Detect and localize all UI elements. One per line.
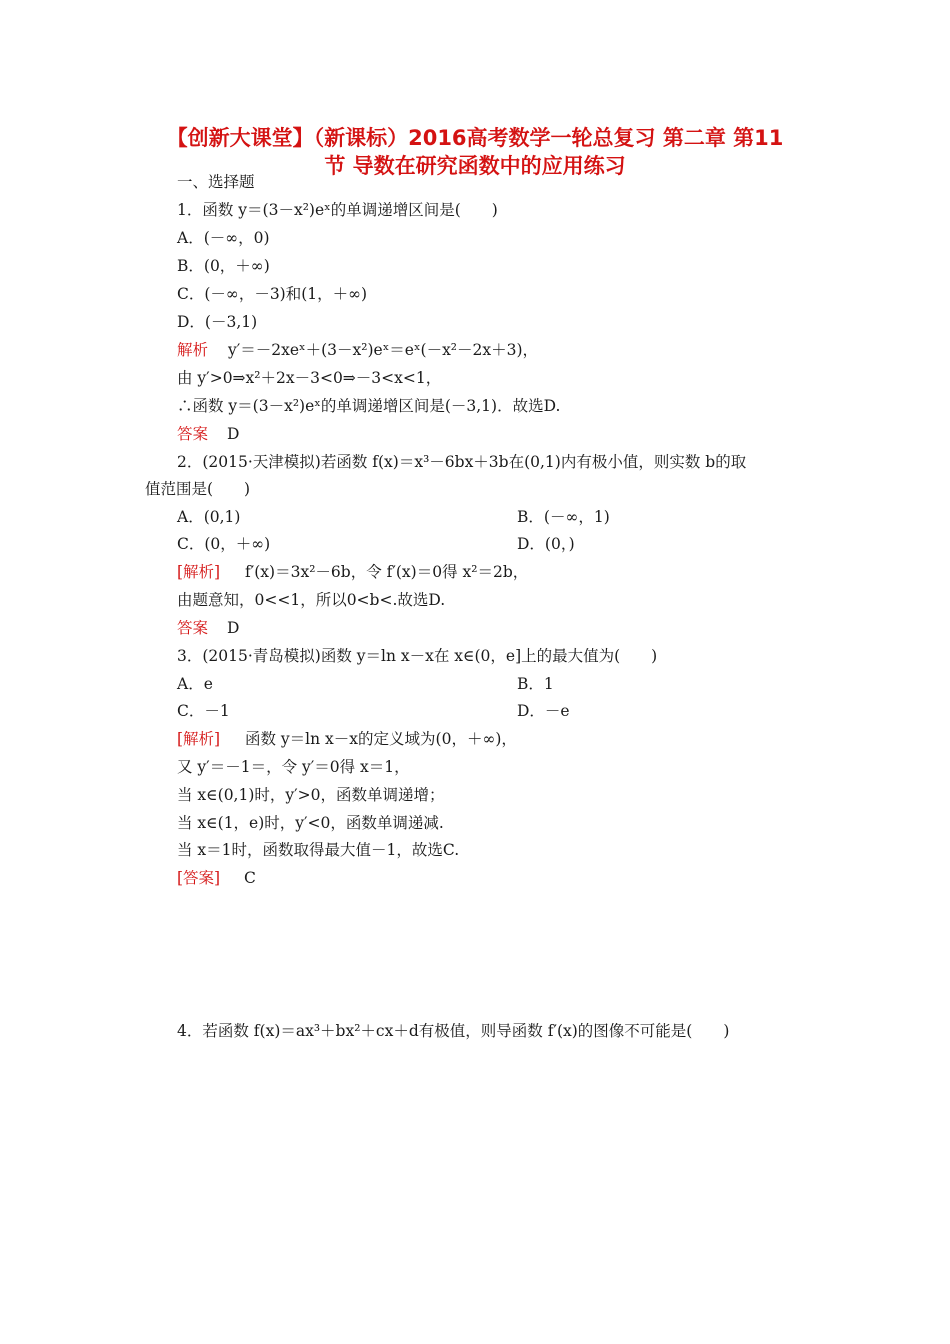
- q2-answer: D: [227, 619, 240, 637]
- q2-option-d: D．(0，): [517, 535, 575, 553]
- q1-answer: D: [227, 425, 240, 443]
- q3-option-a: A．e: [177, 675, 213, 693]
- q3-option-b: B．1: [517, 675, 554, 693]
- q1-solution-line-3: ∴函数 y＝(3－x²)eˣ的单调递增区间是(－3,1)．故选D.: [177, 397, 561, 415]
- q1-option-a: A．(－∞，0): [177, 229, 270, 247]
- q4-stem: 4．若函数 f(x)＝ax³＋bx²＋cx＋d有极值，则导函数 f′(x)的图像不可能是( ): [177, 1022, 730, 1040]
- q1-answer-label: 答案: [177, 425, 209, 443]
- q2-stem-line-1: 2．(2015·天津模拟)若函数 f(x)＝x³－6bx＋3b在(0,1)内有极小值，则实数 b的取: [177, 453, 747, 471]
- q2-solution-label: [解析]: [177, 563, 221, 581]
- section-heading: 一、选择题: [177, 173, 255, 191]
- doc-title-line-1: 【创新大课堂】（新课标）2016高考数学一轮总复习 第二章 第11: [166, 126, 784, 150]
- q2-option-c: C．(0，＋∞): [177, 535, 271, 553]
- q3-stem: 3．(2015·青岛模拟)函数 y＝ln x－x在 x∈(0，e]上的最大值为( ): [177, 647, 658, 665]
- q2-option-b: B．(－∞，1): [517, 508, 610, 526]
- q3-solution-line-2: 又 y′＝－1＝，令 y′＝0得 x＝1，: [177, 758, 410, 776]
- q3-answer: C: [244, 869, 256, 887]
- q2-option-a: A．(0,1): [177, 508, 241, 526]
- doc-title-line-2: 节 导数在研究函数中的应用练习: [324, 154, 626, 178]
- q3-option-d: D．－e: [517, 702, 570, 720]
- q3-solution-line-4: 当 x∈(1，e)时，y′<0，函数单调递减.: [177, 814, 444, 832]
- q3-option-c: C．－1: [177, 702, 230, 720]
- q1-solution-line-2: 由 y′>0⇒x²＋2x－3<0⇒－3<x<1，: [177, 369, 442, 387]
- q2-answer-label: 答案: [177, 619, 209, 637]
- q1-option-c: C．(－∞，－3)和(1，＋∞): [177, 285, 368, 303]
- q2-solution-line-1: f′(x)＝3x²－6b，令 f′(x)＝0得 x²＝2b，: [245, 563, 529, 581]
- q3-solution-line-5: 当 x＝1时，函数取得最大值－1，故选C.: [177, 841, 460, 859]
- q2-stem-line-2: 值范围是( ): [145, 480, 251, 498]
- q3-solution-label: [解析]: [177, 730, 221, 748]
- q1-option-d: D．(－3,1): [177, 313, 258, 331]
- q3-solution-line-3: 当 x∈(0,1)时，y′>0，函数单调递增；: [177, 786, 445, 804]
- q1-option-b: B．(0，＋∞): [177, 257, 270, 275]
- q3-answer-label: [答案]: [177, 869, 221, 887]
- q1-stem: 1．函数 y＝(3－x²)eˣ的单调递增区间是( ): [177, 201, 498, 219]
- q3-solution-line-1: 函数 y＝ln x－x的定义域为(0，＋∞)，: [245, 730, 517, 748]
- q1-solution-label: 解析: [177, 341, 209, 359]
- q2-solution-line-2: 由题意知，0<<1，所以0<b<.故选D.: [177, 591, 446, 609]
- q1-solution-line-1: y′＝－2xeˣ＋(3－x²)eˣ＝eˣ(－x²－2x＋3)，: [228, 341, 539, 359]
